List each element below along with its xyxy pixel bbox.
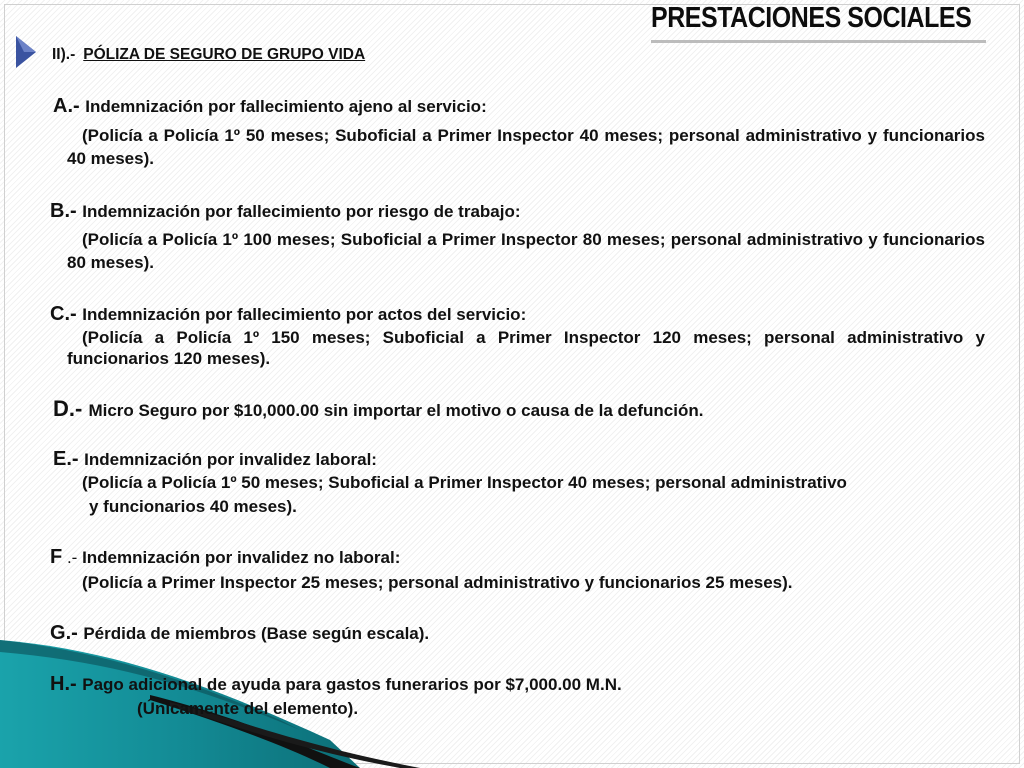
item-note-text: (Policía a Policía 1º 50 meses; Suboficial a Primer Inspector 40 meses; personal administrativo y funcionarios 40 meses). — [67, 126, 985, 168]
item-heading: Pérdida de miembros (Base según escala). — [83, 624, 430, 643]
item-letter: F — [50, 546, 63, 568]
item-heading: Indemnización por fallecimiento ajeno al servicio: — [85, 97, 487, 116]
item-heading: Micro Seguro por $10,000.00 sin importar el motivo o causa de la defunción. — [88, 401, 704, 420]
item-separator: .- — [64, 303, 83, 325]
item-e — [53, 448, 377, 471]
item-a — [53, 95, 487, 118]
item-e-note-line2: y funcionarios 40 meses). — [89, 497, 297, 516]
arrow-triangle-icon — [12, 34, 38, 70]
section-title: PÓLIZA DE SEGURO DE GRUPO VIDA — [83, 46, 366, 63]
item-letter: A — [53, 95, 68, 117]
item-separator: .- — [68, 396, 89, 421]
item-e-note-line1: (Policía a Policía 1º 50 meses; Suboficial a Primer Inspector 40 meses; personal administrativo — [82, 473, 847, 492]
item-separator: .- — [66, 448, 85, 470]
item-b-note — [67, 228, 985, 274]
section-subtitle — [52, 46, 365, 64]
section-number: II).- — [52, 46, 76, 63]
item-a-note — [67, 124, 985, 170]
item-d — [53, 396, 703, 422]
item-letter: G — [50, 622, 66, 644]
item-h — [50, 673, 622, 696]
item-separator: .- — [65, 622, 84, 644]
item-heading: Indemnización por invalidez laboral: — [84, 450, 377, 469]
item-letter: B — [50, 200, 65, 222]
item-h-note: (Únicamente del elemento). — [137, 699, 359, 718]
item-heading: Indemnización por fallecimiento por riesgo de trabajo: — [82, 202, 521, 221]
item-c-note — [67, 327, 985, 369]
item-c — [50, 303, 526, 326]
item-note-text: (Policía a Policía 1º 150 meses; Suboficial a Primer Inspector 120 meses; personal administrativo y funcionarios 120 meses). — [67, 328, 985, 368]
item-letter: E — [53, 448, 67, 470]
item-letter: H — [50, 673, 65, 695]
title-underline — [651, 40, 986, 43]
item-b — [50, 200, 521, 223]
item-heading: Pago adicional de ayuda para gastos funerarios por $7,000.00 M.N. — [82, 675, 622, 694]
page-title: PRESTACIONES SOCIALES — [651, 2, 972, 34]
item-separator: .- — [64, 673, 83, 695]
item-separator: .- — [64, 200, 83, 222]
item-heading: Indemnización por invalidez no laboral: — [82, 548, 401, 567]
item-letter: D — [53, 396, 69, 421]
item-letter: C — [50, 303, 65, 325]
item-f — [50, 546, 400, 569]
item-separator: .- — [67, 95, 86, 117]
item-f-note: (Policía a Primer Inspector 25 meses; personal administrativo y funcionarios 25 meses). — [82, 573, 793, 592]
item-note-text: (Policía a Policía 1º 100 meses; Suboficial a Primer Inspector 80 meses; personal administrativo y funcionarios 80 meses). — [67, 230, 985, 272]
item-heading: Indemnización por fallecimiento por actos del servicio: — [82, 305, 527, 324]
item-separator: .- — [62, 548, 83, 567]
